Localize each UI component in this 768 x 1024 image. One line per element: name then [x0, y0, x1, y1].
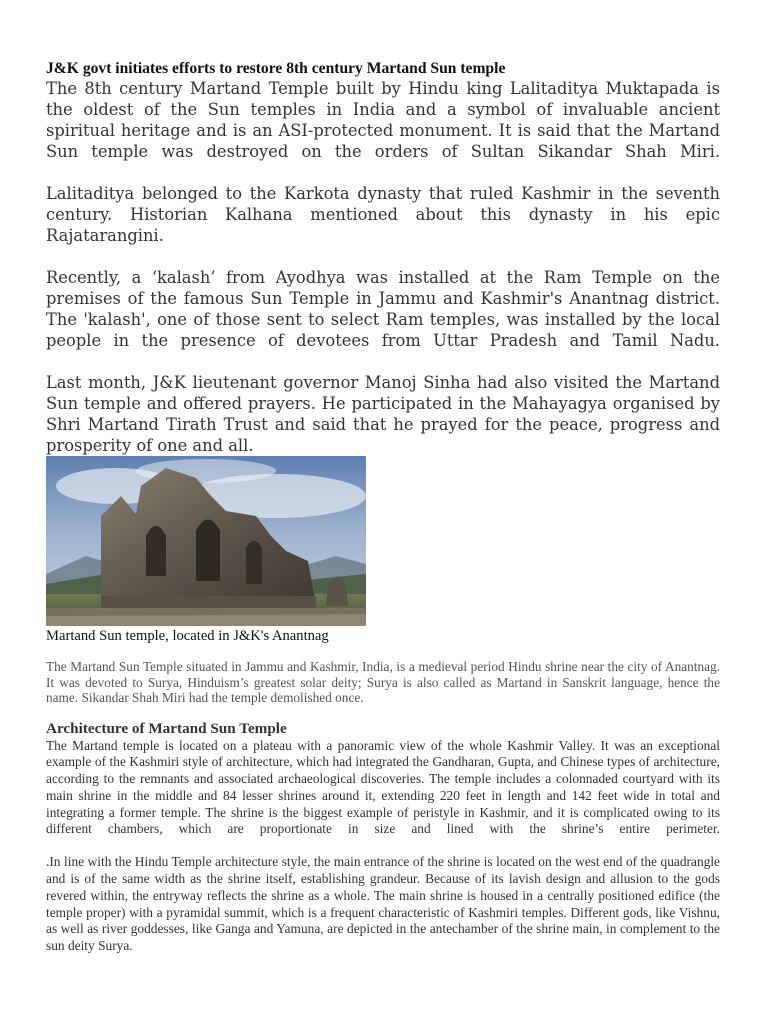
lead-paragraph: Lalitaditya belonged to the Karkota dynasty that ruled Kashmir in the seventh century. Historian Kalhana mentioned about this dynasty in his epic Rajatarangini.: [46, 184, 720, 245]
temple-photo: [46, 456, 366, 626]
info-paragraph: The Martand Sun Temple situated in Jammu and Kashmir, India, is a medieval period Hindu shrine near the city of Anantnag. It was devoted to Surya, Hinduism’s greatest solar deity; Surya is also called as Martand in Sanskrit language, hence the name. Sikandar Shah Miri had the temple demolished once.: [46, 659, 720, 705]
photo-caption: Martand Sun temple, located in J&K's Anantnag: [46, 628, 329, 644]
lead-paragraph: Last month, J&K lieutenant governor Manoj Sinha had also visited the Martand Sun temple and offered prayers. He participated in the Mahayagya organised by Shri Martand Tirath Trust and said that he prayed for the peace, progress and prosperity of one and all.: [46, 373, 720, 455]
body-paragraph: .In line with the Hindu Temple architecture style, the main entrance of the shrine is located on the west end of the quadrangle and is of the same width as the shrine itself, establishing grandeur. Because of its lavish design and allusion to the gods revered within, the entryway reflects the shrine as a whole. The main shrine is housed in a centrally positioned edifice (the temple proper) with a pyramidal summit, which is a frequent characteristic of Kashmiri temples. Different gods, like Vishnu, as well as river goddesses, like Ganga and Yamuna, are depicted in the antechamber of the shrine main, in complement to the sun deity Surya.: [46, 854, 720, 954]
lead-paragraph: The 8th century Martand Temple built by Hindu king Lalitaditya Muktapada is the oldest of the Sun temples in India and a symbol of invaluable ancient spiritual heritage and is an ASI-protected monument. It is said that the Martand Sun temple was destroyed on the orders of Sultan Sikandar Shah Miri.: [46, 79, 720, 161]
architecture-section: [46, 738, 720, 956]
lead-section: [46, 78, 720, 456]
article: [46, 59, 720, 971]
article-headline: J&K govt initiates efforts to restore 8th century Martand Sun temple: [46, 60, 506, 77]
lead-paragraph: Recently, a ‘kalash’ from Ayodhya was installed at the Ram Temple on the premises of the famous Sun Temple in Jammu and Kashmir's Anantnag district. The 'kalash', one of those sent to select Ram temples, was installed by the local people in the presence of devotees from Uttar Pradesh and Tamil Nadu.: [46, 268, 720, 350]
body-paragraph: The Martand temple is located on a plateau with a panoramic view of the whole Kashmir Valley. It was an exceptional example of the Kashmiri style of architecture, which had integrated the Gandharan, Gupta, and Chinese types of architecture, according to the remnants and associated archaeological discoveries. The temple includes a colonnaded courtyard with its main shrine in the middle and 84 lesser shrines around it, extending 220 feet in length and 142 feet wide in total and integrating a former temple. The shrine is the biggest example of peristyle in Kashmir, and it is complicated owing to its different chambers, which are proportionate in size and lined with the shrine’s entire perimeter.: [46, 737, 720, 837]
section-title: Architecture of Martand Sun Temple: [46, 719, 287, 737]
